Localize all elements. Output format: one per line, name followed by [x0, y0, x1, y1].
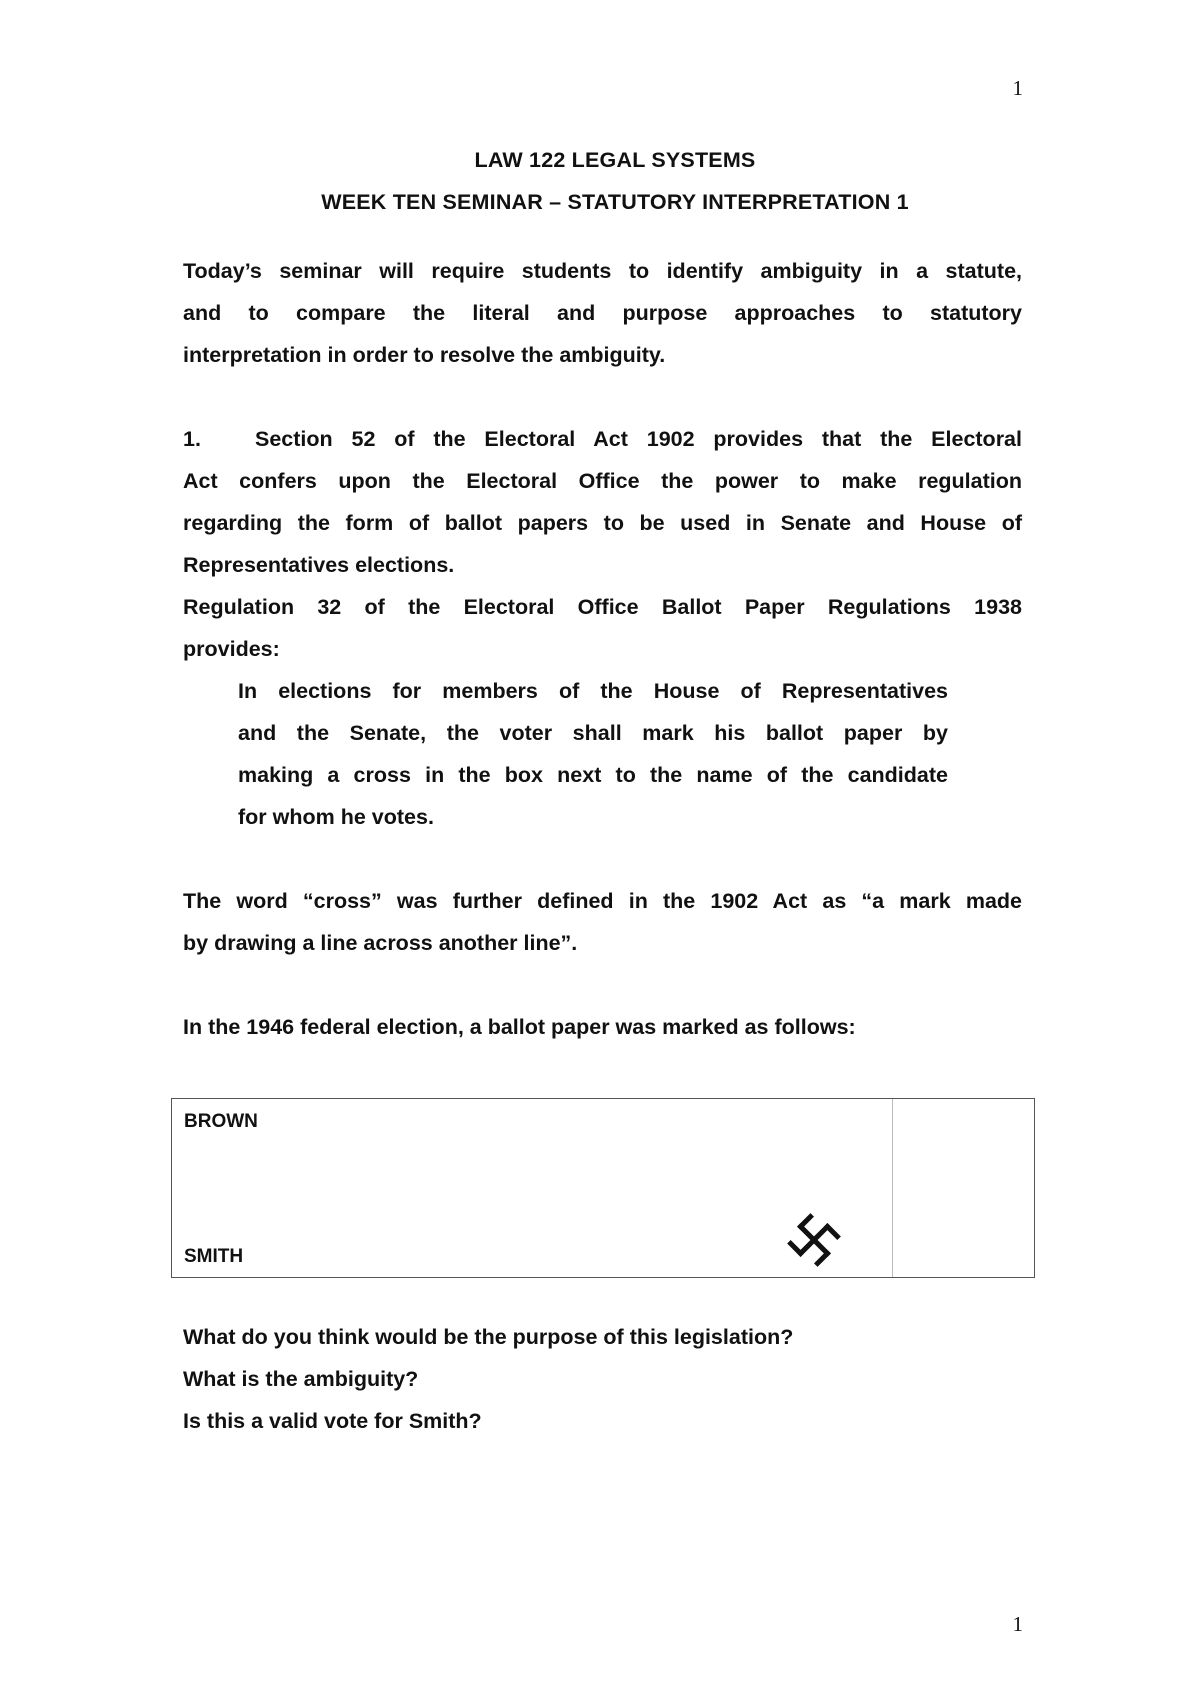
question-1-paragraph — [183, 418, 1022, 670]
intro-line: Today’s seminar will require students to identify ambiguity in a statute, — [183, 259, 1022, 283]
quote-line: and the Senate, the voter shall mark his ballot paper by — [238, 721, 948, 745]
document-subtitle: WEEK TEN SEMINAR – STATUTORY INTERPRETATION 1 — [321, 190, 909, 214]
discussion-question: Is this a valid vote for Smith? — [183, 1409, 482, 1433]
quote-line: In elections for members of the House of Representatives — [238, 679, 948, 703]
cross-definition-paragraph — [183, 880, 1022, 964]
intro-line: interpretation in order to resolve the ambiguity. — [183, 343, 666, 367]
intro-line: and to compare the literal and purpose approaches to statutory — [183, 301, 1022, 325]
question-1-line: regarding the form of ballot papers to be used in Senate and House of — [183, 511, 1022, 535]
election-paragraph — [183, 1006, 1022, 1048]
discussion-question: What do you think would be the purpose of this legislation? — [183, 1325, 794, 1349]
question-1-line — [183, 418, 1022, 460]
election-line: In the 1946 federal election, a ballot paper was marked as follows: — [183, 1015, 856, 1039]
hooked-cross-mark-icon — [785, 1211, 843, 1269]
ballot-column-divider — [892, 1099, 893, 1277]
ballot-paper — [171, 1098, 1035, 1278]
definition-line: by drawing a line across another line”. — [183, 931, 578, 955]
question-1-line: provides: — [183, 637, 280, 661]
definition-line: The word “cross” was further defined in the 1902 Act as “a mark made — [183, 889, 1022, 913]
regulation-quote — [238, 670, 948, 838]
page-number-top: 1 — [1012, 76, 1023, 100]
question-1-line-text: Section 52 of the Electoral Act 1902 provides that the Electoral — [255, 427, 1022, 451]
document-title: LAW 122 LEGAL SYSTEMS — [474, 148, 756, 172]
quote-line: making a cross in the box next to the name of the candidate — [238, 763, 948, 787]
question-number: 1. — [183, 427, 201, 451]
question-1-line: Regulation 32 of the Electoral Office Ballot Paper Regulations 1938 — [183, 595, 1022, 619]
page-number-bottom: 1 — [1012, 1612, 1023, 1636]
discussion-question: What is the ambiguity? — [183, 1367, 419, 1391]
candidate-brown: BROWN — [184, 1111, 258, 1132]
discussion-questions — [183, 1316, 1022, 1442]
candidate-smith: SMITH — [184, 1246, 244, 1267]
question-1-line: Act confers upon the Electoral Office the power to make regulation — [183, 469, 1022, 493]
quote-line: for whom he votes. — [238, 805, 434, 829]
intro-paragraph — [183, 250, 1022, 376]
question-1-line: Representatives elections. — [183, 553, 455, 577]
